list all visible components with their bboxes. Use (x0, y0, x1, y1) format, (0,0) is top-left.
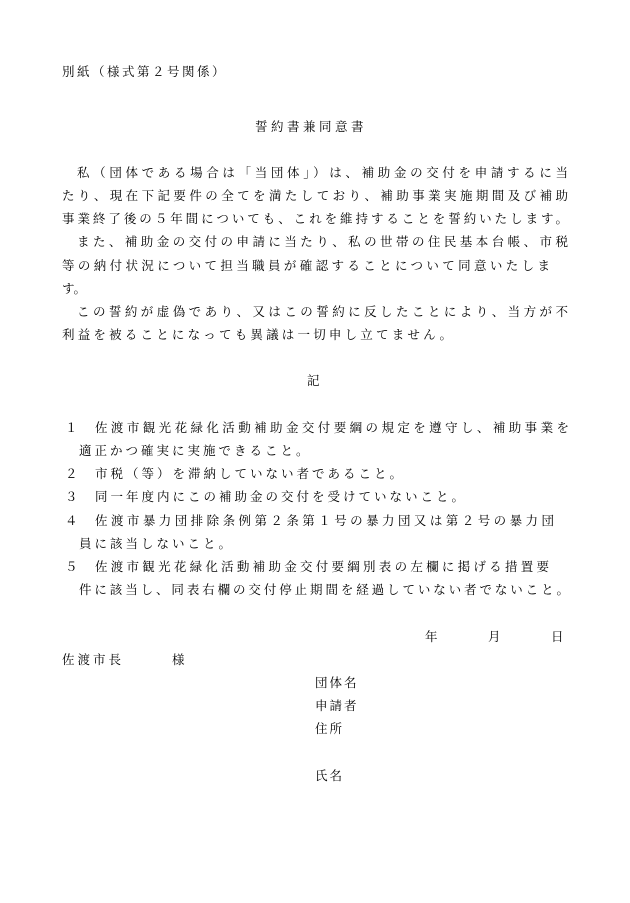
date-day: 日 (551, 629, 564, 644)
paragraph-2-line-2: 等の納付状況について担当職員が確認することについて同意いたしま (62, 258, 550, 273)
item-4-line-2: 員に該当しないこと。 (79, 536, 235, 551)
address-label: 住所 (315, 721, 345, 736)
item-3-line-1: 同一年度内にこの補助金の交付を受けていないこと。 (95, 489, 468, 504)
item-2-number: ２ (65, 466, 78, 481)
date-year: 年 (425, 629, 438, 644)
document-title: 誓約書兼同意書 (255, 119, 368, 134)
applicant-label: 申請者 (315, 698, 359, 713)
paragraph-1-line-1: 私（団体である場合は「当団体」）は、補助金の交付を申請するに当 (77, 165, 568, 180)
item-1-number: １ (65, 420, 78, 435)
addressee-honorific: 様 (172, 652, 185, 667)
paragraph-1-line-3: 事業終了後の５年間についても、これを維持することを誓約いたします。 (62, 211, 568, 226)
item-1-line-1: 佐渡市観光花緑化活動補助金交付要綱の規定を遵守し、補助事業を (95, 420, 569, 435)
item-4-line-1: 佐渡市暴力団排除条例第２条第１号の暴力団又は第２号の暴力団 (95, 513, 554, 528)
addressee-name: 佐渡市長 (62, 652, 125, 667)
paragraph-3-line-2: 利益を被ることになっても異議は一切申し立てません。 (62, 327, 456, 342)
form-reference: 別紙（様式第２号関係） (62, 64, 228, 79)
item-3-number: ３ (65, 489, 78, 504)
name-label: 氏名 (315, 768, 345, 783)
date-month: 月 (488, 629, 501, 644)
paragraph-1-line-2: たり、現在下記要件の全てを満たしており、補助事業実施期間及び補助 (62, 188, 568, 203)
paragraph-3-line-1: この誓約が虚偽であり、又はこの誓約に反したことにより、当方が不 (77, 304, 568, 319)
item-5-line-1: 佐渡市観光花緑化活動補助金交付要綱別表の左欄に掲げる措置要 (95, 559, 549, 574)
item-2-line-1: 市税（等）を滞納していない者であること。 (95, 466, 406, 481)
paragraph-2-line-3: す。 (62, 281, 87, 296)
item-1-line-2: 適正かつ確実に実施できること。 (79, 443, 312, 458)
item-5-number: ５ (65, 559, 78, 574)
ki-heading: 記 (307, 373, 320, 388)
item-5-line-2: 件に該当し、同表右欄の交付停止期間を経過していない者でないこと。 (79, 582, 569, 597)
paragraph-2-line-1: また、補助金の交付の申請に当たり、私の世帯の住民基本台帳、市税 (77, 234, 568, 249)
group-name-label: 団体名 (315, 675, 359, 690)
item-4-number: ４ (65, 513, 78, 528)
